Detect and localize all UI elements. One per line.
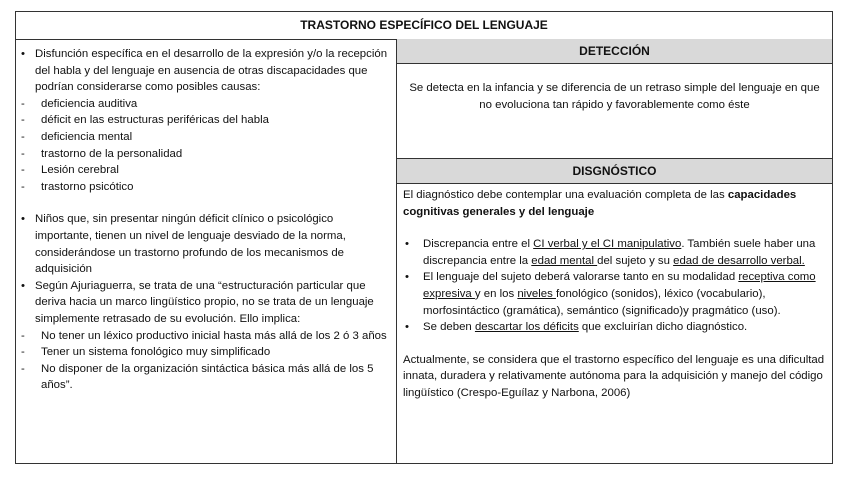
implication-item: - No tener un léxico productivo inicial hasta más allá de los 2 ó 3 años [21, 328, 391, 345]
diagnostico-bullet: • Discrepancia entre el CI verbal y el CI manipulativo. También suele haber una discrepancia entre la edad mental del sujeto y su edad de desarrollo verbal. [403, 236, 826, 269]
table-title: TRASTORNO ESPECÍFICO DEL LENGUAJE [16, 12, 832, 40]
cause-item: - deficiencia auditiva [21, 96, 391, 113]
cause-item: - Lesión cerebral [21, 162, 391, 179]
diagnostico-body [397, 184, 832, 402]
diagnostico-intro: El diagnóstico debe contemplar una evaluación completa de las capacidades cognitivas generales y del lenguaje [403, 189, 797, 218]
definition-bullet: • Disfunción específica en el desarrollo de la expresión y/o la recepción del habla y del lenguaje en ausencia de otras discapacidades que podrían considerarse como posibles causas: [21, 46, 391, 96]
implication-item: - No disponer de la organización sintáctica básica más allá de los 5 años”. [21, 361, 391, 394]
implication-item: - Tener un sistema fonológico muy simplificado [21, 344, 391, 361]
ajuriaguerra-bullet: • Según Ajuriaguerra, se trata de una “estructuración particular que deriva hacia un marco lingüístico propio, no se trata de un lenguaje simplemente retrasado de su evolución. Ello implica: [21, 278, 391, 328]
cause-item: - déficit en las estructuras periféricas del habla [21, 112, 391, 129]
deteccion-text: Se detecta en la infancia y se diferencia de un retraso simple del lenguaje en que no evoluciona tan rápido y favorablemente como éste [409, 82, 820, 111]
diagnostico-header: DISGNÓSTICO [397, 158, 832, 184]
deteccion-header: DETECCIÓN [397, 39, 832, 64]
detail-column [397, 39, 832, 402]
intro-bold: capacidades cognitivas generales y del lenguaje [403, 189, 797, 218]
cause-item: - trastorno psicótico [21, 179, 391, 196]
children-bullet: • Niños que, sin presentar ningún déficit clínico o psicológico importante, tienen un nivel de lenguaje desviado de la norma, considerándose un trastorno profundo de los mecanismos de adquisición [21, 211, 391, 277]
diagnostico-bullet: • El lenguaje del sujeto deberá valorarse tanto en su modalidad receptiva como expresiva y en los niveles fonológico (sonidos), léxico (vocabulario), morfosintáctico (gramática), semántico (significado)y pragmático (uso). [403, 269, 826, 319]
cause-item: - deficiencia mental [21, 129, 391, 146]
diagnostico-bullet: • Se deben descartar los déficits que excluirían dicho diagnóstico. [403, 319, 826, 336]
summary-table [15, 11, 833, 464]
cause-item: - trastorno de la personalidad [21, 146, 391, 163]
definition-column [21, 46, 391, 394]
diagnostico-closing: Actualmente, se considera que el trastorno específico del lenguaje es una dificultad innata, duradera y relativamente autónoma para la adquisición y manejo del código lingüístico (Crespo-Eguílaz y Narbona, 2006) [403, 353, 825, 399]
